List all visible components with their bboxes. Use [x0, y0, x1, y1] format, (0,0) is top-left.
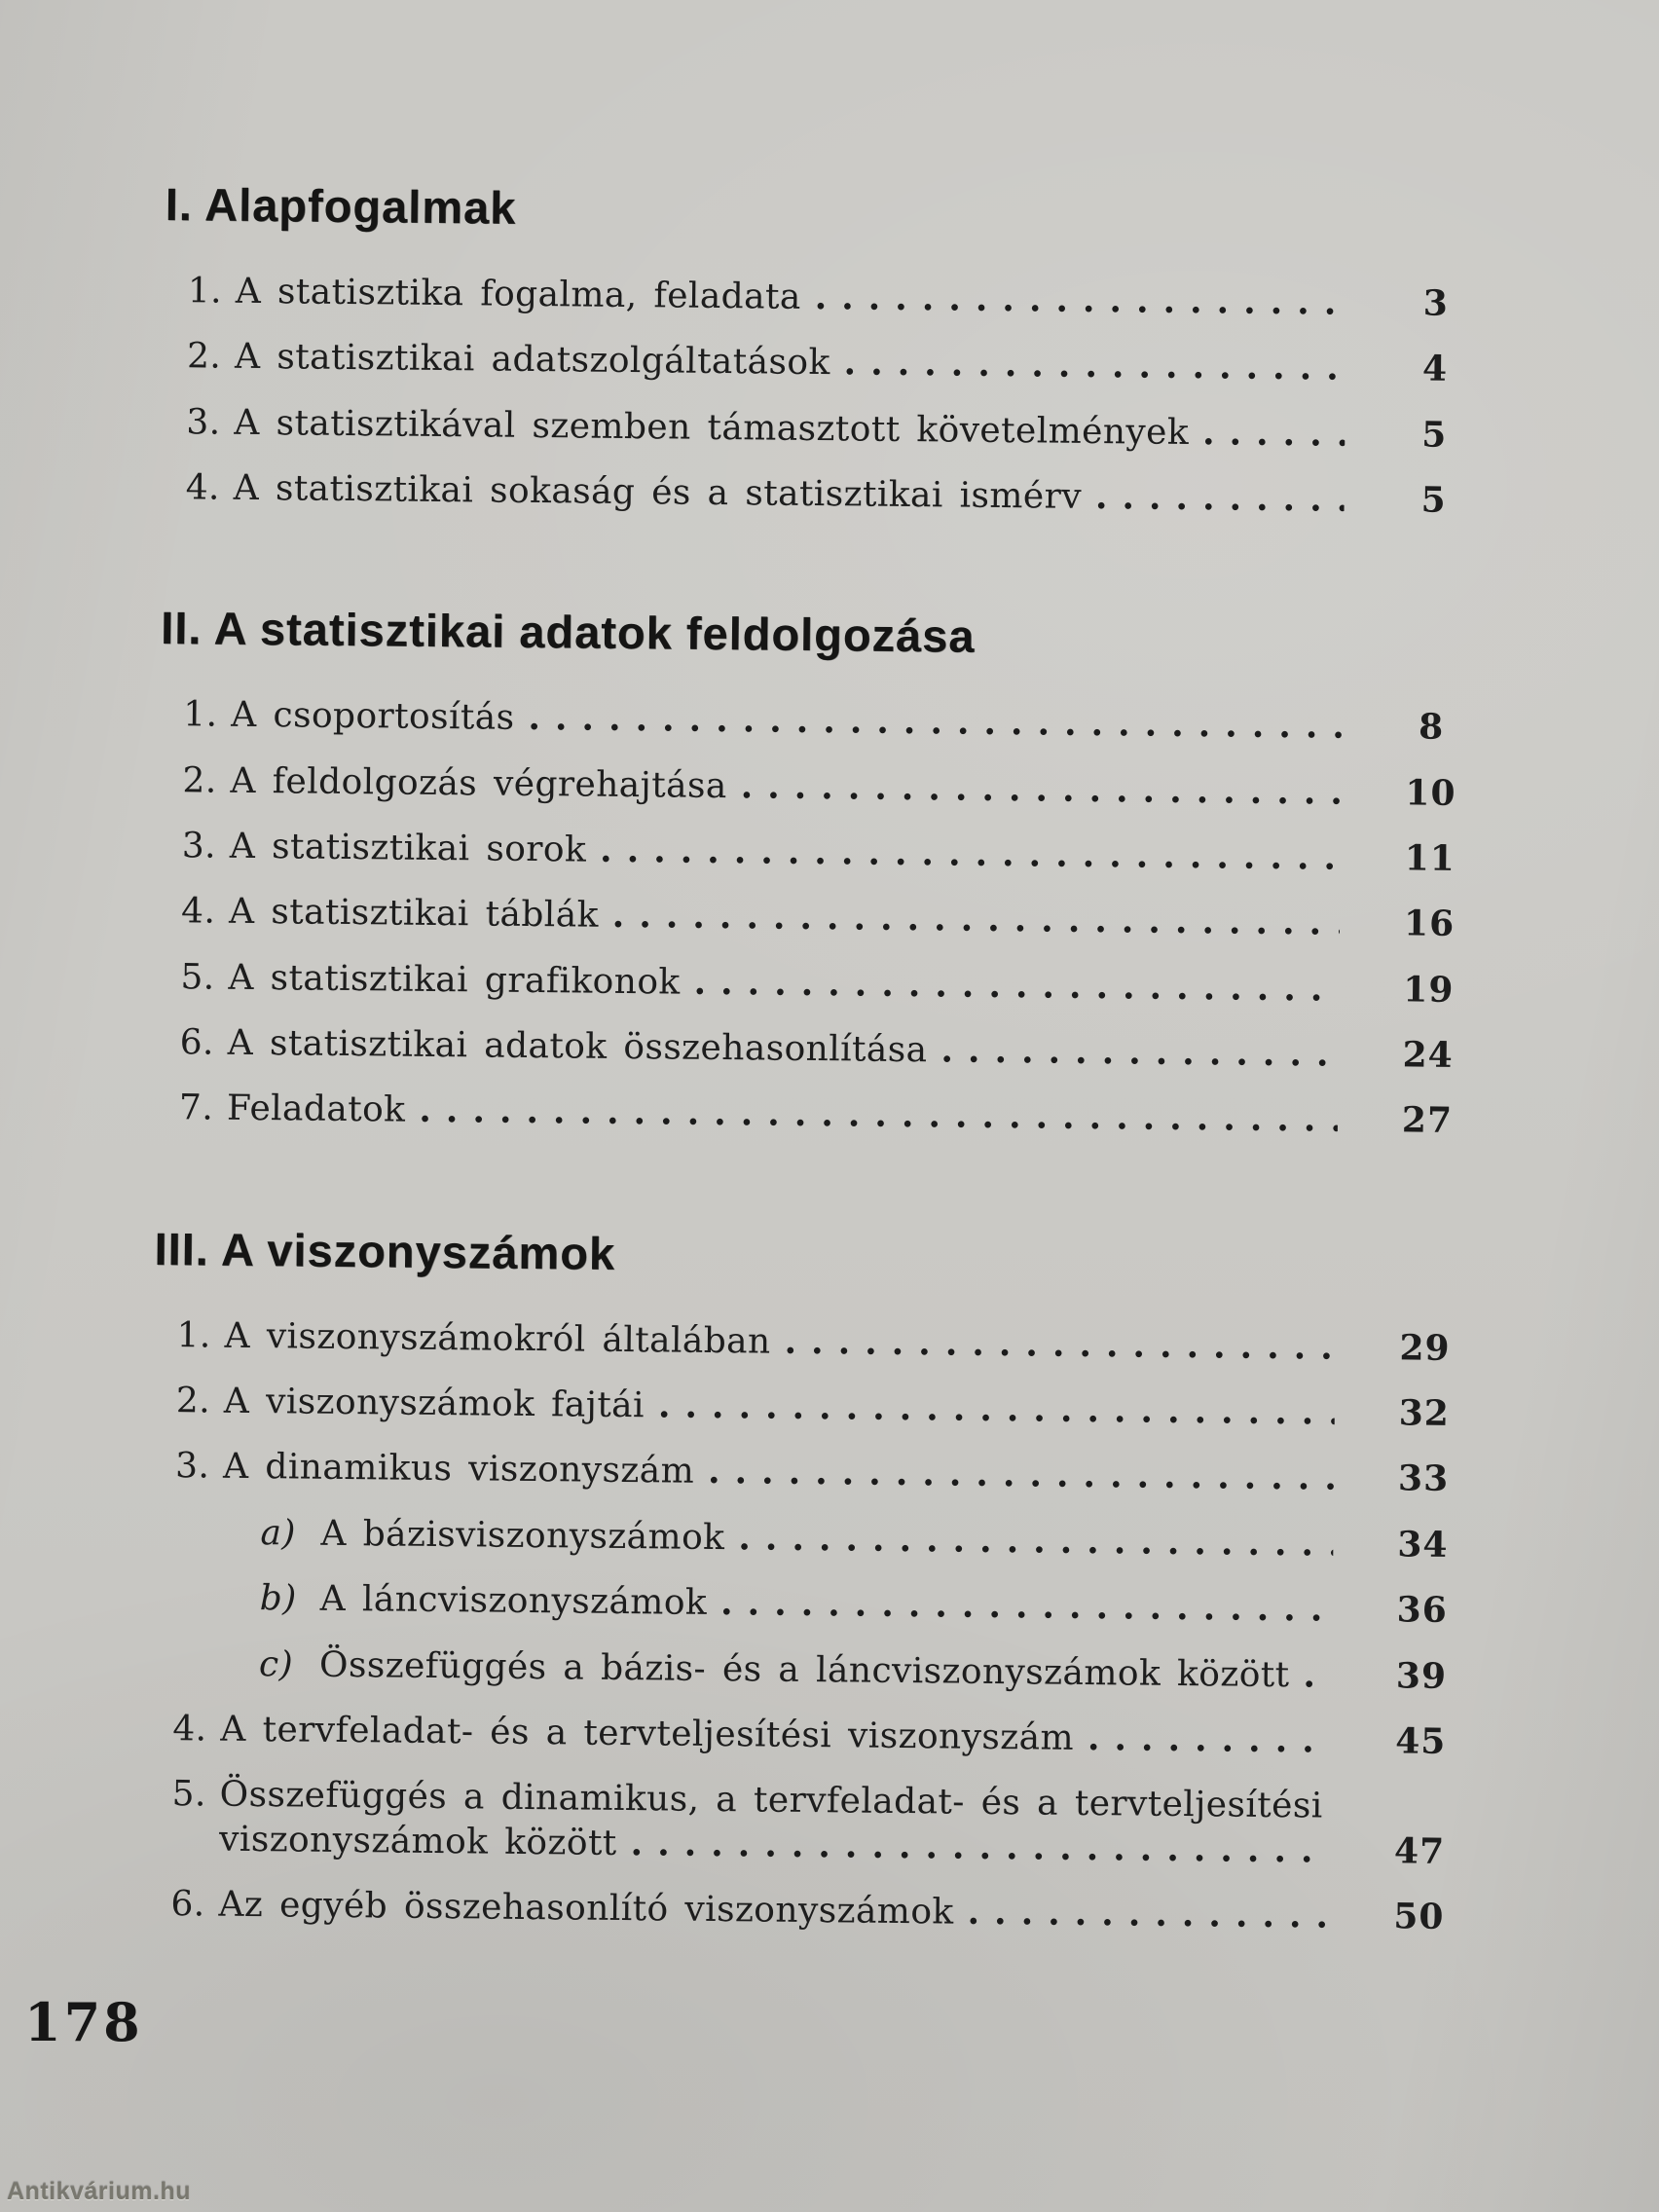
section-heading: II. A statisztikai adatok feldolgozása — [160, 602, 976, 663]
item-title: A statisztikai adatok összehasonlítása — [227, 1022, 928, 1071]
dot-leader — [419, 1088, 1338, 1142]
item-title-line-1: Összefüggés a dinamikus, a tervfeladat- és a tervteljesítési — [219, 1774, 1323, 1826]
toc-row — [156, 1020, 1511, 1079]
item-title-lines — [219, 1773, 1337, 1873]
item-number: 3. — [186, 401, 221, 443]
item-page-number: 19 — [1403, 969, 1455, 1011]
item-page-number: 29 — [1399, 1327, 1451, 1369]
item-title: Összefüggés a bázis- és a láncviszonyszámok között — [318, 1644, 1290, 1695]
item-title: A láncviszonyszámok — [319, 1578, 708, 1624]
item-number: 2. — [186, 336, 222, 377]
item-number: c) — [258, 1643, 294, 1685]
item-title: A statisztikai adatszolgáltatások — [234, 337, 830, 384]
item-page-number: 5 — [1421, 414, 1448, 456]
dot-leader — [600, 829, 1341, 880]
item-page-number: 24 — [1402, 1034, 1454, 1077]
toc-row — [160, 692, 1515, 751]
dot-leader — [658, 1383, 1335, 1435]
item-page-number: 16 — [1403, 903, 1456, 945]
item-page-number: 47 — [1393, 1829, 1446, 1872]
toc-section — [162, 178, 1520, 524]
dot-leader — [784, 1319, 1335, 1369]
toc-row — [150, 1641, 1505, 1699]
item-title: Az egyéb összehasonlító viszonyszámok — [218, 1884, 954, 1933]
toc-row — [152, 1444, 1507, 1502]
item-title: A statisztikai sorok — [229, 826, 587, 870]
toc-row — [153, 1379, 1508, 1437]
item-page-number: 36 — [1396, 1589, 1448, 1632]
toc-row — [156, 1086, 1511, 1144]
toc-row — [147, 1882, 1502, 1940]
item-page-number: 34 — [1397, 1524, 1449, 1566]
item-number: 1. — [176, 1314, 211, 1356]
item-number: 6. — [170, 1884, 205, 1925]
item-number: 1. — [183, 694, 218, 735]
dot-leader — [738, 1516, 1334, 1567]
dot-leader — [612, 894, 1341, 945]
item-number: 5. — [171, 1774, 207, 1815]
item-title: A statisztika fogalma, feladata — [235, 271, 801, 317]
item-page-number: 33 — [1397, 1457, 1450, 1500]
toc-row — [157, 955, 1512, 1014]
item-title: A dinamikus viszonyszám — [222, 1447, 695, 1493]
item-page-number: 27 — [1401, 1099, 1454, 1142]
item-page-number: 10 — [1405, 772, 1456, 814]
item-number: 4. — [180, 891, 216, 932]
dot-leader — [1088, 1716, 1332, 1763]
item-title: A viszonyszámok fajtái — [223, 1381, 645, 1426]
toc-section — [156, 602, 1517, 1144]
toc-row — [164, 334, 1519, 392]
toc-row — [163, 400, 1518, 459]
dot-leader — [708, 1450, 1334, 1500]
item-title: A tervfeladat- és a tervteljesítési viszonyszám — [220, 1709, 1075, 1758]
dot-leader — [1202, 411, 1346, 457]
item-page-number: 11 — [1404, 837, 1456, 879]
toc-row — [151, 1510, 1506, 1568]
item-title: A bázisviszonyszámok — [320, 1513, 725, 1558]
item-number: 4. — [172, 1709, 207, 1750]
dot-leader — [1095, 475, 1345, 522]
item-number: 4. — [185, 467, 221, 508]
item-number: a) — [260, 1512, 296, 1554]
dot-leader — [528, 696, 1342, 749]
dot-leader — [814, 276, 1346, 325]
toc-row — [153, 1313, 1508, 1372]
item-number: 2. — [182, 759, 217, 801]
dot-leader — [843, 342, 1346, 391]
item-number: 5. — [180, 956, 215, 998]
item-page-number: 4 — [1421, 348, 1449, 390]
section-items — [156, 692, 1516, 1144]
item-number: 1. — [187, 271, 223, 312]
item-page-number: 32 — [1398, 1392, 1451, 1435]
dot-leader — [1303, 1653, 1332, 1698]
section-items — [147, 1313, 1509, 1940]
item-page-number: 3 — [1422, 282, 1450, 324]
dot-leader — [630, 1822, 1330, 1873]
toc-row — [158, 889, 1513, 947]
page-folio-number: 178 — [24, 1991, 143, 2053]
item-title: A statisztikai táblák — [228, 892, 599, 937]
toc-row — [162, 465, 1517, 524]
toc-row — [151, 1575, 1506, 1634]
item-page-number: 39 — [1395, 1654, 1448, 1697]
dot-leader — [940, 1029, 1339, 1078]
item-number: 7. — [178, 1088, 214, 1129]
item-page-number: 50 — [1393, 1896, 1445, 1937]
dot-leader — [720, 1581, 1333, 1632]
toc-sections — [147, 178, 1521, 1940]
item-title: Feladatok — [226, 1088, 406, 1131]
dot-leader — [693, 960, 1339, 1011]
item-title: A feldolgozás végrehajtása — [230, 760, 727, 806]
toc-row — [159, 824, 1514, 882]
item-title: A statisztikai grafikonok — [228, 957, 681, 1003]
item-page-number: 45 — [1395, 1720, 1447, 1762]
section-heading: III. A viszonyszámok — [154, 1222, 616, 1279]
toc-row — [165, 269, 1520, 327]
item-number: 2. — [175, 1381, 211, 1421]
item-page-number: 5 — [1420, 479, 1447, 521]
item-title: A viszonyszámokról általában — [224, 1315, 771, 1362]
item-page-number: 8 — [1418, 706, 1445, 749]
item-title-line-2: viszonyszámok között — [218, 1819, 617, 1863]
dot-leader — [967, 1891, 1329, 1938]
dot-leader — [740, 764, 1341, 815]
item-number: 3. — [181, 826, 217, 866]
item-number: 6. — [179, 1022, 215, 1063]
table-of-contents — [147, 178, 1521, 1962]
section-heading: I. Alapfogalmak — [165, 178, 517, 234]
toc-section — [147, 1222, 1509, 1940]
toc-row — [148, 1772, 1504, 1874]
antikvarium-watermark: Antikvárium.hu — [7, 2178, 191, 2205]
item-number: b) — [259, 1578, 297, 1619]
item-title: A statisztikával szemben támasztott követelmények — [234, 402, 1190, 453]
item-title: A statisztikai sokaság és a statisztikai ismérv — [233, 467, 1083, 517]
item-number: 3. — [174, 1446, 210, 1488]
toc-row — [159, 758, 1514, 817]
toc-row — [149, 1707, 1504, 1765]
item-title: A csoportosítás — [231, 695, 515, 739]
section-items — [162, 269, 1520, 524]
